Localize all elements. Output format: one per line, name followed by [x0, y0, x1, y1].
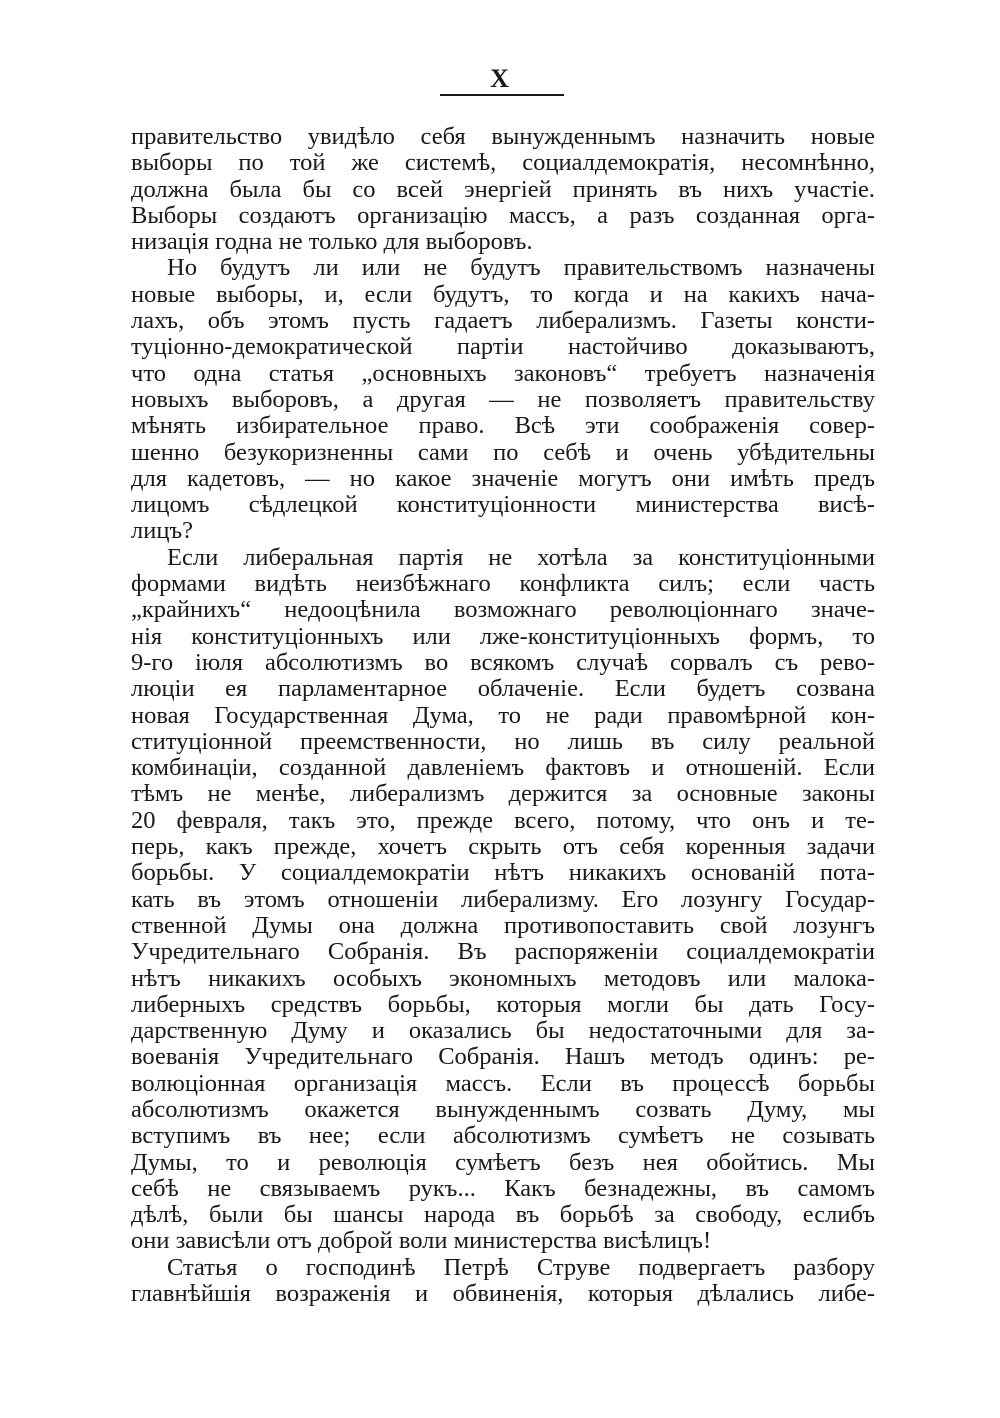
text-line: кать въ этомъ отношеніи либерализму. Его лозунгу Государ- [131, 885, 875, 913]
text-line: Выборы создаютъ организацію массъ, а разъ созданная орга- [131, 201, 875, 229]
header-rule [440, 94, 564, 96]
text-line: формами видѣть неизбѣжнаго конфликта силъ; если часть [131, 570, 875, 598]
text-line: комбинаціи, созданной давленіемъ фактовъ и отношеній. Если [131, 754, 875, 782]
text-line: люціи ея парламентарное облаченіе. Если будетъ созвана [131, 675, 875, 703]
text-line: главнѣйшія возраженія и обвиненія, которыя дѣлались либе- [131, 1280, 875, 1308]
text-line: шенно безукоризненны сами по себѣ и очень убѣдительны [131, 438, 875, 466]
text-line: дарственную Думу и оказались бы недостаточными для за- [131, 1017, 875, 1045]
text-line: Думы, то и революція сумѣетъ безъ нея обойтись. Мы [131, 1148, 875, 1176]
text-line: низація годна не только для выборовъ. [131, 228, 533, 256]
text-line: лахъ, объ этомъ пусть гадаетъ либерализмъ. Газеты консти- [131, 307, 875, 335]
text-line: 20 февраля, такъ это, прежде всего, потому, что онъ и те- [131, 806, 875, 834]
paragraph-4 [131, 1255, 875, 1308]
text-line: они зависѣли отъ доброй воли министерства висѣлицъ! [131, 1227, 712, 1255]
paragraph-3 [131, 545, 875, 1255]
paragraph-2 [131, 255, 875, 544]
text-line: новая Государственная Дума, то не ради правомѣрной кон- [131, 701, 875, 729]
text-line: Статья о господинѣ Петрѣ Струве подвергаетъ разбору [167, 1253, 875, 1281]
text-line: Но будутъ ли или не будутъ правительствомъ назначены [167, 254, 875, 282]
text-line: мѣнять избирательное право. Всѣ эти соображенія совер- [131, 412, 875, 440]
text-line: дѣлѣ, были бы шансы народа въ борьбѣ за свободу, еслибъ [131, 1201, 875, 1229]
page-number: X [490, 64, 510, 93]
text-line: для кадетовъ, — но какое значеніе могутъ они имѣть предъ [131, 464, 875, 492]
text-line: ственной Думы она должна противопоставить свой лозунгъ [131, 911, 875, 939]
text-line: нѣтъ никакихъ особыхъ экономныхъ методовъ или малока- [131, 964, 875, 992]
text-line: новые выборы, и, если будутъ, то когда и на какихъ нача- [131, 280, 875, 308]
text-line: „крайнихъ“ недооцѣнила возможнаго революціоннаго значе- [131, 596, 875, 624]
text-line: что одна статья „основныхъ законовъ“ требуетъ назначенія [131, 359, 875, 387]
text-line: лицъ? [131, 517, 193, 545]
text-line: борьбы. У социалдемократіи нѣтъ никакихъ основаній пота- [131, 859, 875, 887]
text-line: Учредительнаго Собранія. Въ распоряженіи социалдемократіи [131, 938, 875, 966]
text-line: абсолютизмъ окажется вынужденнымъ созвать Думу, мы [131, 1095, 875, 1123]
text-line: выборы по той же системѣ, социалдемократія, несомнѣнно, [131, 149, 875, 177]
text-line: вступимъ въ нее; если абсолютизмъ сумѣетъ не созывать [131, 1122, 875, 1150]
text-line: лицомъ сѣдлецкой конституціонности министерства висѣ- [131, 491, 875, 519]
text-line: новыхъ выборовъ, а другая — не позволяетъ правительству [131, 385, 875, 413]
text-line: правительство увидѣло себя вынужденнымъ назначить новые [131, 123, 875, 150]
text-line: перь, какъ прежде, хочетъ скрыть отъ себя коренныя задачи [131, 833, 875, 861]
text-line: нія конституціонныхъ или лже-конституціонныхъ формъ, то [131, 622, 875, 650]
body-text [131, 124, 875, 1307]
text-line: воеванія Учредительнаго Собранія. Нашъ методъ одинъ: ре- [131, 1043, 875, 1071]
text-line: должна была бы со всей энергіей принять въ нихъ участіе. [131, 175, 875, 203]
text-line: туціонно-демократической партіи настойчиво доказываютъ, [131, 333, 875, 361]
text-line: тѣмъ не менѣе, либерализмъ держится за основные законы [131, 780, 875, 808]
text-line: Если либеральная партія не хотѣла за конституціонными [167, 543, 875, 571]
text-line: волюціонная организація массъ. Если въ процессѣ борьбы [131, 1069, 875, 1097]
text-line: себѣ не связываемъ рукъ... Какъ безнадежны, въ самомъ [131, 1174, 875, 1202]
paragraph-1 [131, 124, 875, 255]
text-line: ституціонной преемственности, но лишь въ силу реальной [131, 727, 875, 755]
text-line: 9-го іюля абсолютизмъ во всякомъ случаѣ сорвалъ съ рево- [131, 648, 875, 676]
text-line: либерныхъ средствъ борьбы, которыя могли бы дать Госу- [131, 990, 875, 1018]
